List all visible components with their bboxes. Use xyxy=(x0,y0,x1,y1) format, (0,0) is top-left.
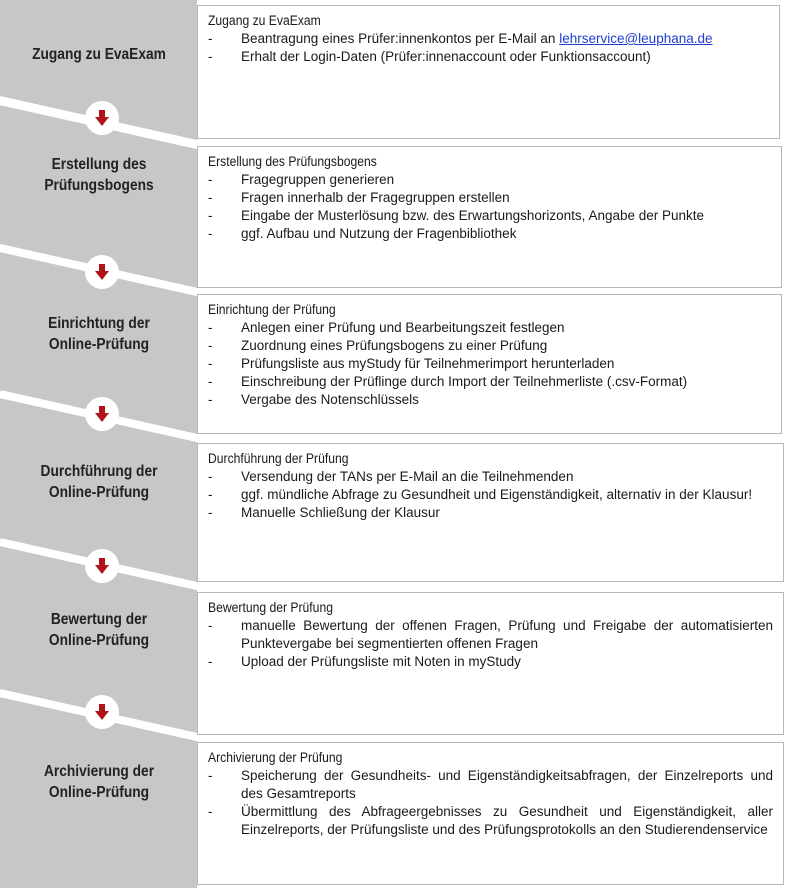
dash-bullet: - xyxy=(208,804,213,819)
step-box-title: Bewertung der Prüfung xyxy=(208,600,333,615)
stage-label-line: Archivierung der xyxy=(43,763,155,780)
step-list xyxy=(208,319,771,409)
dash-bullet: - xyxy=(208,374,213,389)
stage-label-line: Online-Prüfung xyxy=(48,784,150,801)
stage-label xyxy=(14,313,184,355)
list-item xyxy=(208,225,771,243)
stage-label-line: Einrichtung der xyxy=(48,315,150,332)
dash-bullet: - xyxy=(208,392,213,407)
list-item-text: Einschreibung der Prüflinge durch Import der Teilnehmerliste (.csv-Format) xyxy=(241,374,688,389)
list-item xyxy=(208,48,769,66)
list-item xyxy=(208,486,773,504)
stage-label xyxy=(14,609,184,651)
list-item-text: Manuelle Schließung der Klausur xyxy=(241,505,440,520)
step-box xyxy=(197,294,782,434)
stage-label-line: Online-Prüfung xyxy=(48,336,150,353)
step-list xyxy=(208,468,773,522)
step-list xyxy=(208,767,773,839)
step-box xyxy=(197,146,782,288)
list-item xyxy=(208,207,771,225)
step-list xyxy=(208,30,769,66)
list-item-text: ggf. mündliche Abfrage zu Gesundheit und Eigenständigkeit, alternativ in der Klausur! xyxy=(241,487,753,502)
stage-label xyxy=(14,461,184,503)
stage-label-line: Online-Prüfung xyxy=(48,632,150,649)
step-box xyxy=(197,592,784,735)
step-box xyxy=(197,443,784,582)
list-item xyxy=(208,319,771,337)
dash-bullet: - xyxy=(208,618,213,633)
list-item-text: Zuordnung eines Prüfungsbogens zu einer Prüfung xyxy=(241,338,548,353)
stage-label-line: Online-Prüfung xyxy=(48,484,150,501)
list-item xyxy=(208,617,773,653)
stage-label xyxy=(14,44,184,65)
list-item-text: manuelle Bewertung der offenen Fragen, Prüfung und Freigabe der automatisierten Punktevergabe bei segmentierten offenen Fragen xyxy=(241,618,773,651)
email-link[interactable]: lehrservice@leuphana.de xyxy=(559,31,713,46)
step-box-title: Erstellung des Prüfungsbogens xyxy=(208,154,377,169)
step-box-title: Durchführung der Prüfung xyxy=(208,451,349,466)
stage-label-line: Erstellung des xyxy=(51,156,147,173)
list-item-text: Versendung der TANs per E-Mail an die Teilnehmenden xyxy=(241,469,574,484)
list-item-text: Fragegruppen generieren xyxy=(241,172,395,187)
dash-bullet: - xyxy=(208,654,213,669)
list-item-text: Beantragung eines Prüfer:innenkontos per E-Mail an xyxy=(241,31,560,46)
list-item-text: Speicherung der Gesundheits- und Eigenständigkeitsabfragen, der Einzelreports und des Gesamtreports xyxy=(241,768,773,801)
list-item xyxy=(208,767,773,803)
list-item-text: Upload der Prüfungsliste mit Noten in myStudy xyxy=(241,654,521,669)
dash-bullet: - xyxy=(208,356,213,371)
list-item-text: Fragen innerhalb der Fragegruppen erstellen xyxy=(241,190,510,205)
list-item xyxy=(208,653,773,671)
step-box xyxy=(197,5,780,139)
step-box xyxy=(197,742,784,885)
dash-bullet: - xyxy=(208,469,213,484)
list-item-text: Eingabe der Musterlösung bzw. des Erwartungshorizonts, Angabe der Punkte xyxy=(241,208,705,223)
dash-bullet: - xyxy=(208,172,213,187)
arrow-down-icon xyxy=(85,397,119,431)
dash-bullet: - xyxy=(208,320,213,335)
dash-bullet: - xyxy=(208,768,213,783)
stage-label-line: Zugang zu EvaExam xyxy=(32,45,166,63)
list-item xyxy=(208,504,773,522)
step-box-title: Archivierung der Prüfung xyxy=(208,750,343,765)
step-list xyxy=(208,171,771,243)
stage-label-line: Prüfungsbogens xyxy=(44,177,154,194)
stage-label xyxy=(14,154,184,196)
list-item-text: Übermittlung des Abfrageergebnisses zu Gesundheit und Eigenständigkeit, aller Einzelreports, der Prüfungsliste und des Prüfungsprotokolls an den Studierendenservice xyxy=(241,804,773,837)
stage-label xyxy=(14,761,184,803)
dash-bullet: - xyxy=(208,31,213,46)
dash-bullet: - xyxy=(208,226,213,241)
list-item-text: Prüfungsliste aus myStudy für Teilnehmerimport herunterladen xyxy=(241,356,615,371)
dash-bullet: - xyxy=(208,487,213,502)
list-item xyxy=(208,171,771,189)
list-item-text: Vergabe des Notenschlüssels xyxy=(241,392,419,407)
stage-label-line: Bewertung der xyxy=(50,611,148,628)
list-item xyxy=(208,468,773,486)
dash-bullet: - xyxy=(208,49,213,64)
arrow-down-icon xyxy=(85,695,119,729)
step-box-title: Einrichtung der Prüfung xyxy=(208,302,336,317)
arrow-down-icon xyxy=(85,255,119,289)
list-item xyxy=(208,30,769,48)
list-item xyxy=(208,355,771,373)
arrow-down-icon xyxy=(85,549,119,583)
list-item-text: ggf. Aufbau und Nutzung der Fragenbibliothek xyxy=(241,226,517,241)
dash-bullet: - xyxy=(208,208,213,223)
list-item-text: Anlegen einer Prüfung und Bearbeitungszeit festlegen xyxy=(241,320,565,335)
dash-bullet: - xyxy=(208,505,213,520)
list-item xyxy=(208,337,771,355)
step-box-title: Zugang zu EvaExam xyxy=(208,13,321,28)
dash-bullet: - xyxy=(208,190,213,205)
arrow-down-icon xyxy=(85,101,119,135)
step-list xyxy=(208,617,773,671)
dash-bullet: - xyxy=(208,338,213,353)
list-item xyxy=(208,803,773,839)
list-item xyxy=(208,189,771,207)
list-item xyxy=(208,373,771,391)
list-item-text: Erhalt der Login-Daten (Prüfer:innenaccount oder Funktionsaccount) xyxy=(241,49,651,64)
stage-label-line: Durchführung der xyxy=(40,463,158,480)
list-item xyxy=(208,391,771,409)
